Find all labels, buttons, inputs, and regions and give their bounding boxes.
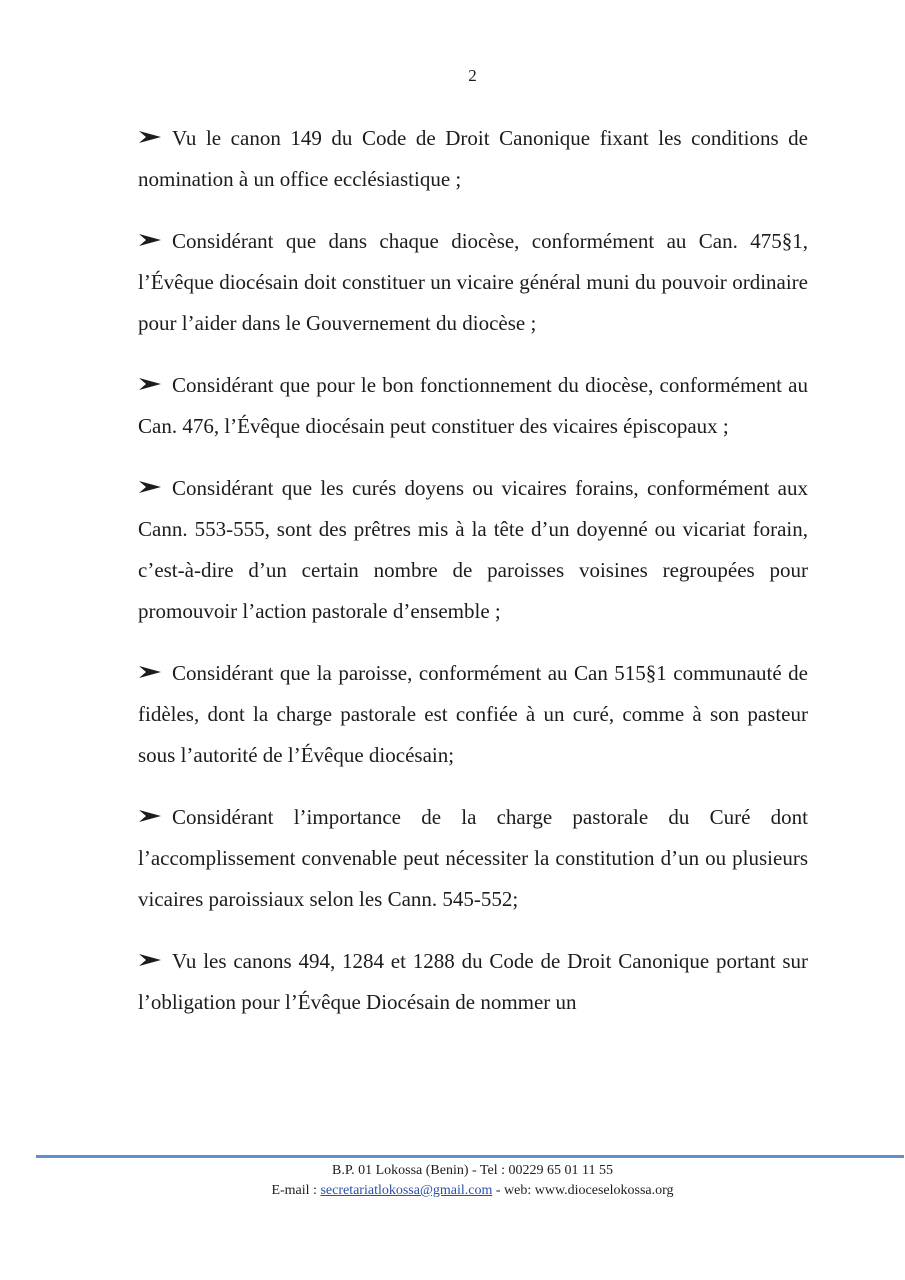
paragraph-text: Considérant que pour le bon fonctionnement du diocèse, conformément au Can. 476, l’Évêque diocésain peut constituer des vicaires épiscopaux ; <box>138 373 808 438</box>
paragraph-text: Considérant que dans chaque diocèse, conformément au Can. 475§1, l’Évêque diocésain doit constituer un vicaire général muni du pouvoir ordinaire pour l’aider dans le Gouvernement du diocèse ; <box>138 229 808 335</box>
paragraph-text: Considérant que les curés doyens ou vicaires forains, conformément aux Cann. 553-555, sont des prêtres mis à la tête d’un doyenné ou vicariat forain, c’est-à-dire d’un certain nombre de paroisses voisines regroupées pour promouvoir l’action pastorale d’ensemble ; <box>138 476 808 623</box>
arrow-bullet-icon <box>138 130 162 144</box>
paragraph-7 <box>138 941 808 1023</box>
arrow-bullet-icon <box>138 377 162 391</box>
paragraph-text: Considérant que la paroisse, conformément au Can 515§1 communauté de fidèles, dont la charge pastorale est confiée à un curé, comme à son pasteur sous l’autorité de l’Évêque diocésain; <box>138 661 808 767</box>
arrow-bullet-icon <box>138 233 162 247</box>
document-body <box>138 118 808 1023</box>
paragraph-5 <box>138 653 808 776</box>
footer-address: B.P. 01 Lokossa (Benin) - Tel : 00229 65 01 11 55 <box>332 1163 613 1178</box>
arrow-bullet-icon <box>138 480 162 494</box>
email-label: E-mail : <box>271 1183 321 1198</box>
footer-divider <box>36 1155 904 1158</box>
footer-contact <box>40 1181 905 1201</box>
website-text: - web: www.dioceselokossa.org <box>492 1183 674 1198</box>
paragraph-2 <box>138 221 808 344</box>
paragraph-text: Vu les canons 494, 1284 et 1288 du Code de Droit Canonique portant sur l’obligation pour l’Évêque Diocésain de nommer un <box>138 949 808 1014</box>
paragraph-4 <box>138 468 808 632</box>
email-link[interactable]: secretariatlokossa@gmail.com <box>320 1183 493 1198</box>
paragraph-3 <box>138 365 808 447</box>
arrow-bullet-icon <box>138 665 162 679</box>
paragraph-6 <box>138 797 808 920</box>
paragraph-text: Considérant l’importance de la charge pastorale du Curé dont l’accomplissement convenable peut nécessiter la constitution d’un ou plusieurs vicaires paroissiaux selon les Cann. 545-552; <box>138 805 808 911</box>
arrow-bullet-icon <box>138 953 162 967</box>
paragraph-1 <box>138 118 808 200</box>
footer <box>0 1161 905 1201</box>
arrow-bullet-icon <box>138 809 162 823</box>
page-number: 2 <box>468 66 477 85</box>
paragraph-text: Vu le canon 149 du Code de Droit Canonique fixant les conditions de nomination à un office ecclésiastique ; <box>138 126 808 191</box>
